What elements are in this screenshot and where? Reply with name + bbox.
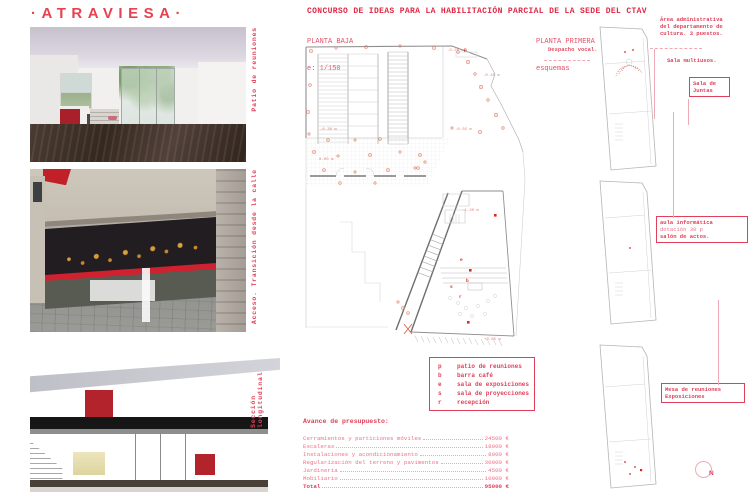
leader-v4 (718, 300, 719, 385)
legend-label-p: patio de reuniones (457, 363, 522, 370)
label-aula-line2: dotación 30 p (660, 226, 703, 233)
legend-row-r (438, 398, 534, 407)
render1-caption: Patio de reuniones (251, 27, 258, 112)
plan-paved-grid (306, 138, 450, 186)
render3-red-box-upper (85, 390, 113, 418)
render3-column (135, 433, 136, 483)
legend-row-b (438, 371, 534, 380)
plan-right-outer (516, 152, 525, 336)
plan-passage-walls (396, 191, 462, 332)
render1-glass-mullion (139, 69, 140, 128)
render3-column (160, 433, 161, 483)
render3-lit-room (73, 452, 106, 475)
planta-primera-scheme-2 (585, 178, 665, 328)
budget-leader (340, 471, 486, 472)
planta-baja-drawing (300, 40, 540, 350)
leader-v2 (688, 99, 689, 125)
label-area-line1: Área administrativa (660, 16, 723, 23)
logo-atraviesa: ·ATRAVIESA· (31, 5, 186, 22)
scheme3-inner (605, 356, 651, 482)
budget-amount: 8000 € (488, 451, 509, 458)
label-sala-multiusos: Sala multiusos. (667, 57, 717, 64)
budget-leader (441, 463, 483, 464)
plan-entry-steps (440, 268, 508, 283)
plan-level-030: -0.30 m (320, 128, 337, 132)
scheme1-inner (605, 38, 651, 164)
plan-marker-squares (467, 214, 497, 324)
render3-floor-strip (30, 480, 268, 487)
despacho-vocal-label: Despacho vocal. (548, 46, 598, 53)
budget-leader (420, 455, 486, 456)
render3-column (185, 433, 186, 483)
budget-title: Avance de presupuesto: (303, 418, 389, 425)
scheme2-stair (615, 283, 623, 295)
render-street-access (30, 169, 246, 332)
budget-item: Jardinería (303, 467, 338, 474)
budget-total-row (303, 483, 509, 491)
planta-primera-scheme-1 (585, 24, 665, 174)
plan-ramp-lines (348, 54, 378, 138)
budget-item: Instalaciones y acondicionamiento (303, 451, 418, 458)
label-sala-juntas (689, 77, 730, 97)
label-mesa-line1: Mesa de reuniones (665, 386, 722, 393)
render3-ground-line (30, 487, 268, 492)
render3-caption: Sección longitudinal (250, 371, 264, 428)
legend-key-r: r (438, 399, 442, 406)
render2-left-window (33, 182, 42, 202)
budget-row (303, 435, 509, 443)
render1-marble-floor (30, 124, 246, 162)
budget-amount: 18000 € (484, 443, 509, 450)
scheme2-outline (600, 181, 656, 324)
legend-label-e: sala de exposiciones (457, 381, 530, 388)
render1-glass-mullion (156, 69, 157, 128)
plan-level-000: 0.00 m (319, 158, 334, 162)
budget-amount: 24500 € (484, 435, 509, 442)
plan-level-002: -0.02 m (455, 128, 472, 132)
planta-baja-scale: e: 1/150 (307, 65, 341, 73)
budget-amount: 30000 € (484, 459, 509, 466)
scheme3-red-dots (624, 461, 642, 475)
legend-label-b: barra café (457, 372, 494, 379)
leader-area-admin (650, 48, 702, 49)
budget-amount: 10000 € (484, 475, 509, 482)
plan-level-020: -0.20 m (447, 49, 464, 53)
budget-item: Cerramientos y particiones móviles (303, 435, 422, 442)
render3-red-box-lower (195, 454, 215, 474)
planta-primera-scheme-3 (585, 342, 665, 492)
board-title: CONCURSO DE IDEAS PARA LA HABILITACIÓN PARCIAL DE LA SEDE DEL CTAV (307, 7, 647, 16)
plan-legend (429, 357, 535, 411)
render2-caption: Acceso. Transición desde la calle (251, 169, 258, 325)
plan-level-045: -0.45 m (483, 74, 500, 78)
budget-leader (336, 447, 482, 448)
legend-label-s: sala de proyecciones (457, 390, 530, 397)
render3-stairs (30, 433, 63, 484)
scheme1-outline (600, 27, 656, 170)
plan-right-boundary (487, 59, 523, 152)
budget-total-amount: 95000 € (484, 483, 509, 490)
budget-row (303, 467, 509, 475)
scheme1-seating-arcs (616, 65, 642, 76)
legend-key-s: s (438, 390, 442, 397)
budget-row (303, 475, 509, 483)
label-juntas-line2: Juntas (693, 87, 713, 94)
planta-primera-label: PLANTA PRIMERA (536, 38, 595, 46)
scheme1-red-dots (624, 49, 634, 53)
scheme2-red-dot (629, 247, 631, 249)
render1-window (60, 73, 92, 109)
plan-marker-r: r (459, 295, 462, 300)
legend-key-p: p (438, 363, 442, 370)
label-juntas-line1: Sala de (693, 80, 717, 87)
legend-label-r: recepción (457, 399, 490, 406)
render3-black-band (30, 417, 268, 429)
budget-row (303, 451, 509, 459)
plan-level-120: -1.20 m (462, 209, 479, 213)
plan-marker-p: p (464, 48, 467, 53)
planta-baja-label: PLANTA BAJA (307, 38, 354, 46)
render3-roof-slab (30, 358, 280, 412)
budget-item: Regularización del terreno y pavimentos (303, 459, 439, 466)
plan-level-005: +0.05 m (484, 338, 501, 342)
plan-furniture (468, 283, 482, 290)
label-aula-line1: aula informática (660, 219, 713, 226)
budget-leader (340, 479, 483, 480)
plan-existing-building (306, 190, 388, 327)
plan-marker-s: s (450, 285, 453, 290)
plan-inner-lines (306, 46, 443, 138)
render2-concrete-pillar (216, 169, 246, 332)
plan-chairs (448, 294, 496, 317)
render3-gray-band (30, 429, 268, 434)
plan-passage-stairs (418, 234, 446, 277)
budget-amount: 4500 € (488, 467, 509, 474)
render1-glass-partition (121, 68, 175, 129)
legend-row-p (438, 362, 534, 371)
legend-key-b: b (438, 372, 442, 379)
render-longitudinal-section (30, 358, 280, 492)
scheme3-outline (600, 345, 656, 488)
label-area-administrativa (660, 16, 748, 37)
budget-item: Escaleras (303, 443, 335, 450)
scheme2-inner (605, 192, 651, 318)
label-mesa-reuniones (661, 383, 745, 403)
label-aula-line3: salón de actos. (660, 233, 710, 240)
label-mesa-line2: Exposiciones (665, 393, 705, 400)
plan-x-mark (404, 324, 412, 334)
legend-key-e: e (438, 381, 442, 388)
render1-flowers (108, 116, 117, 120)
plan-ladder-treads (388, 52, 408, 144)
render2-white-post (142, 268, 150, 322)
leader-v3 (673, 112, 674, 218)
plan-marker-e: e (460, 258, 463, 263)
plan-marker-b: b (466, 279, 469, 284)
render-patio-interior (30, 27, 246, 162)
legend-row-e (438, 380, 534, 389)
budget-row (303, 443, 509, 451)
budget-leader (423, 439, 482, 440)
label-area-line3: cultura. 3 puestos. (660, 30, 723, 37)
budget-leader (322, 487, 482, 488)
despacho-leader-line (544, 60, 590, 61)
plan-ladder-rails (388, 52, 408, 144)
planta-primera-sublabel: esquemas (536, 65, 570, 73)
budget-total-item: Total (303, 483, 321, 490)
budget-row (303, 459, 509, 467)
scheme3-stair (615, 452, 623, 464)
north-label: N (709, 470, 714, 477)
budget-item: Mobiliario (303, 475, 338, 482)
budget-block (303, 418, 509, 491)
label-aula-informatica (656, 216, 748, 243)
legend-row-s (438, 389, 534, 398)
label-area-line2: del departamento de (660, 23, 723, 30)
scheme1-stair (615, 124, 623, 140)
leader-v1 (654, 49, 655, 119)
